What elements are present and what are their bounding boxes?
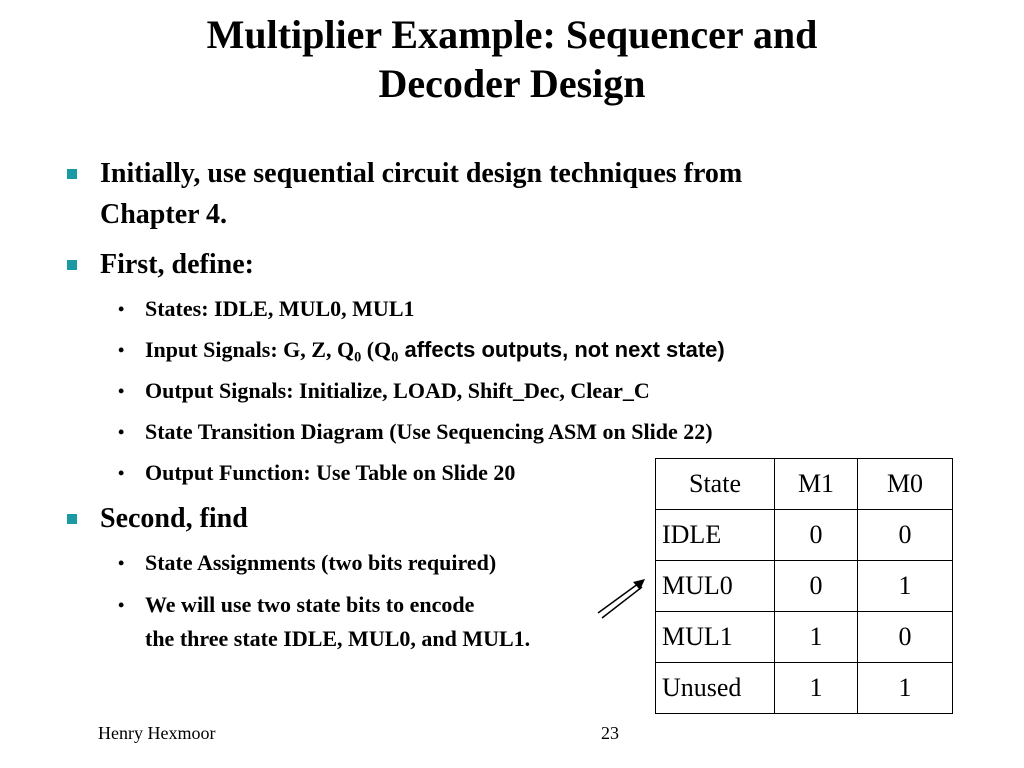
table-row — [656, 510, 953, 561]
sub-bullet-encode-line-1: We will use two state bits to encode — [145, 592, 475, 617]
pointer-arrow-icon — [596, 577, 648, 621]
table-header-row — [656, 459, 953, 510]
inputs-prefix: Input Signals: G, Z, Q — [145, 337, 355, 362]
table-cell-m0: 1 — [858, 561, 953, 612]
table-cell-m0: 1 — [858, 663, 953, 714]
dot-bullet-icon: • — [118, 340, 125, 360]
bullet-3: Second, find — [100, 503, 248, 534]
table-header-cell: M0 — [858, 459, 953, 510]
sub-bullet-assignments: State Assignments (two bits required) — [145, 550, 497, 575]
table-cell-m1: 1 — [775, 663, 858, 714]
table-cell-state: Unused — [656, 663, 775, 714]
inputs-suffix: affects outputs, not next state) — [398, 337, 725, 362]
sub-bullet-states: States: IDLE, MUL0, MUL1 — [145, 296, 415, 321]
dot-bullet-icon: • — [118, 422, 125, 442]
sub-bullet-state-diagram: State Transition Diagram (Use Sequencing ASM on Slide 22) — [145, 419, 713, 444]
footer-author: Henry Hexmoor — [98, 723, 216, 743]
table-cell-state: MUL0 — [656, 561, 775, 612]
bullet-1-line-1: Initially, use sequential circuit design techniques from — [100, 158, 743, 189]
bullet-2: First, define: — [100, 249, 254, 280]
inputs-paren-subscript: 0 — [391, 349, 399, 366]
table-cell-m0: 0 — [858, 612, 953, 663]
table-row — [656, 561, 953, 612]
table-cell-m1: 0 — [775, 510, 858, 561]
page-number: 23 — [601, 723, 619, 743]
dot-bullet-icon: • — [118, 381, 125, 401]
sub-bullet-output-function: Output Function: Use Table on Slide 20 — [145, 460, 516, 485]
title-line-2: Decoder Design — [378, 61, 646, 106]
square-bullet-icon — [67, 514, 77, 524]
table-header-cell: M1 — [775, 459, 858, 510]
state-assignment-table — [655, 458, 953, 714]
table-cell-state: MUL1 — [656, 612, 775, 663]
dot-bullet-icon: • — [118, 553, 125, 573]
dot-bullet-icon: • — [118, 595, 125, 615]
table-row — [656, 663, 953, 714]
inputs-paren-open: (Q — [361, 337, 392, 362]
table-cell-state: IDLE — [656, 510, 775, 561]
sub-bullet-encode-line-2: the three state IDLE, MUL0, and MUL1. — [145, 626, 531, 651]
table-header-cell: State — [656, 459, 775, 510]
title-line-1: Multiplier Example: Sequencer and — [206, 12, 818, 57]
square-bullet-icon — [67, 169, 77, 179]
bullet-1-line-2: Chapter 4. — [100, 199, 228, 230]
sub-bullet-outputs: Output Signals: Initialize, LOAD, Shift_Dec, Clear_C — [145, 378, 650, 403]
sub-bullet-inputs — [145, 335, 725, 365]
dot-bullet-icon: • — [118, 463, 125, 483]
table-cell-m1: 0 — [775, 561, 858, 612]
square-bullet-icon — [67, 260, 77, 270]
dot-bullet-icon: • — [118, 299, 125, 319]
table-cell-m1: 1 — [775, 612, 858, 663]
table-row — [656, 612, 953, 663]
slide-title — [0, 10, 1024, 108]
inputs-q-subscript: 0 — [354, 349, 362, 366]
table-cell-m0: 0 — [858, 510, 953, 561]
